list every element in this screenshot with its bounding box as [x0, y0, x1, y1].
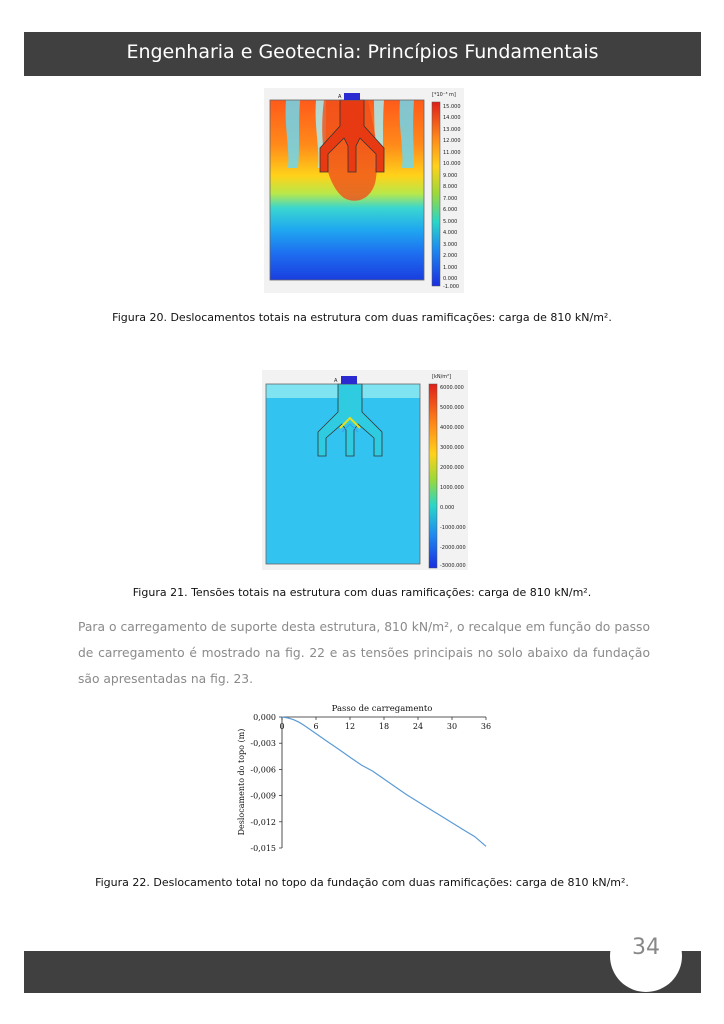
svg-text:5000.000: 5000.000 — [440, 405, 464, 411]
svg-text:4.000: 4.000 — [443, 230, 458, 236]
x-tick-label: 0 — [279, 722, 285, 731]
svg-text:0.000: 0.000 — [443, 276, 458, 282]
page-header — [24, 32, 701, 76]
page-footer — [24, 951, 701, 993]
svg-text:2000.000: 2000.000 — [440, 465, 464, 471]
point-a-label: A — [338, 94, 342, 100]
header-title: Engenharia e Geotecnia: Princípios Fundamentais — [126, 41, 599, 63]
svg-text:2.000: 2.000 — [443, 253, 458, 259]
body-paragraph: Para o carregamento de suporte desta estrutura, 810 kN/m², o recalque em função do passo de carregamento é mostrado na fig. 22 e as tensões principais no solo abaixo da fundação são apresentadas na fig. 23. — [78, 620, 650, 686]
svg-text:-3000.000: -3000.000 — [440, 563, 466, 569]
svg-text:6.000: 6.000 — [443, 207, 458, 213]
svg-text:7.000: 7.000 — [443, 196, 458, 202]
x-tick-label: 30 — [446, 722, 458, 731]
page-number: 34 — [632, 935, 660, 960]
svg-text:12.000: 12.000 — [443, 138, 461, 144]
x-tick-label: 18 — [378, 722, 390, 731]
y-tick-label: -0,012 — [250, 817, 276, 827]
y-tick-label: -0,015 — [250, 844, 276, 853]
svg-text:14.000: 14.000 — [443, 115, 461, 121]
svg-text:1.000: 1.000 — [443, 265, 458, 271]
figure-22-caption: Figura 22. Deslocamento total no topo da fundação com duas ramificações: carga de 810 kN/m². — [95, 876, 629, 889]
svg-text:0.000: 0.000 — [440, 505, 455, 511]
svg-text:10.000: 10.000 — [443, 161, 461, 167]
svg-text:-1000.000: -1000.000 — [440, 525, 466, 531]
svg-text:4000.000: 4000.000 — [440, 425, 464, 431]
x-tick-label: 6 — [313, 722, 319, 731]
point-a-label: A — [334, 378, 338, 384]
svg-text:5.000: 5.000 — [443, 219, 458, 225]
y-tick-label: 0,000 — [253, 713, 276, 722]
svg-text:-2000.000: -2000.000 — [440, 545, 466, 551]
y-axis-label: Deslocamento do topo (m) — [237, 728, 246, 836]
legend-unit: [kN/m²] — [432, 374, 452, 380]
series-line — [282, 717, 486, 846]
figure-20-caption: Figura 20. Deslocamentos totais na estrutura com duas ramificações: carga de 810 kN/m². — [112, 311, 612, 324]
svg-text:9.000: 9.000 — [443, 173, 458, 179]
figure-21-caption: Figura 21. Tensões totais na estrutura com duas ramificações: carga de 810 kN/m². — [132, 586, 592, 599]
svg-text:3000.000: 3000.000 — [440, 445, 464, 451]
svg-text:11.000: 11.000 — [443, 150, 461, 156]
figure-22-chart — [230, 700, 500, 858]
chart-title: Passo de carregamento — [331, 704, 433, 714]
svg-text:1000.000: 1000.000 — [440, 485, 464, 491]
y-tick-label: -0,003 — [250, 739, 276, 749]
svg-text:15.000: 15.000 — [443, 104, 461, 110]
figure-20-displacement-plot — [264, 88, 464, 293]
x-tick-label: 12 — [344, 722, 356, 731]
svg-text:-1.000: -1.000 — [443, 284, 460, 290]
y-tick-label: -0,009 — [250, 791, 276, 801]
legend-unit: [*10⁻³ m] — [432, 92, 456, 98]
svg-text:13.000: 13.000 — [443, 127, 461, 133]
x-tick-label: 36 — [480, 722, 492, 731]
page-number-badge — [610, 920, 682, 992]
svg-text:6000.000: 6000.000 — [440, 385, 464, 391]
svg-text:3.000: 3.000 — [443, 242, 458, 248]
figure-21-stress-plot — [262, 370, 468, 570]
svg-text:8.000: 8.000 — [443, 184, 458, 190]
x-tick-label: 24 — [412, 722, 424, 731]
y-tick-label: -0,006 — [250, 765, 276, 775]
